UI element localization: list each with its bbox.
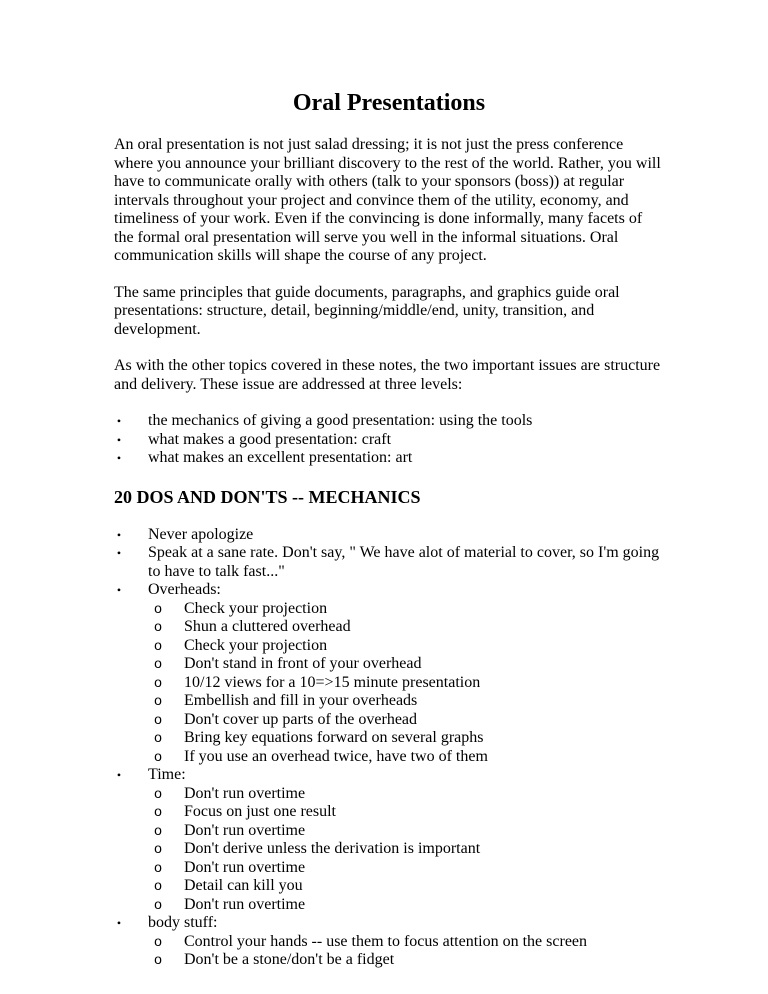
body-stuff-label: body stuff: bbox=[148, 914, 218, 931]
principles-paragraph: The same principles that guide documents, paragraphs, and graphics guide oral presentations: structure, detail, beginning/middle/end, unity, transition, and development. bbox=[114, 283, 620, 338]
list-item bbox=[114, 526, 664, 545]
list-item-text: Detail can kill you bbox=[184, 877, 303, 894]
sub-bullet-icon: o bbox=[154, 636, 162, 653]
overheads-list bbox=[148, 600, 664, 767]
list-item-text: the mechanics of giving a good presentation: using the tools bbox=[148, 412, 533, 429]
list-item bbox=[148, 803, 664, 822]
list-item-text: Don't cover up parts of the overhead bbox=[184, 710, 418, 728]
sub-bullet-icon: o bbox=[154, 673, 162, 690]
list-item bbox=[148, 785, 664, 804]
list-item-text: Don't run overtime bbox=[184, 895, 306, 913]
list-item bbox=[148, 711, 664, 730]
list-item-text: Don't run overtime bbox=[184, 858, 306, 876]
bullet-icon: • bbox=[116, 583, 122, 597]
sub-bullet-icon: o bbox=[154, 784, 162, 801]
list-item-text: Don't stand in front of your overhead bbox=[184, 655, 422, 672]
section-heading: 20 DOS AND DON'TS -- MECHANICS bbox=[114, 486, 421, 507]
list-item-text: Control your hands -- use them to focus attention on the screen bbox=[184, 932, 588, 950]
sub-bullet-icon: o bbox=[154, 747, 162, 764]
sub-bullet-icon: o bbox=[154, 877, 162, 893]
list-item bbox=[114, 581, 664, 766]
sub-bullet-icon: o bbox=[154, 599, 162, 616]
sub-bullet-icon: o bbox=[154, 821, 162, 838]
page-title: Oral Presentations bbox=[292, 90, 486, 116]
list-item bbox=[148, 877, 664, 896]
dos-list bbox=[114, 526, 664, 970]
list-item-text: Don't derive unless the derivation is important bbox=[184, 840, 481, 857]
sub-bullet-icon: o bbox=[154, 692, 162, 708]
list-item-text: Check your projection bbox=[184, 599, 328, 617]
list-item bbox=[148, 637, 664, 656]
list-item bbox=[114, 544, 664, 581]
list-item-text: what makes a good presentation: craft bbox=[148, 430, 392, 448]
list-item-text: 10/12 views for a 10=>15 minute presentation bbox=[184, 673, 481, 691]
bullet-icon: • bbox=[116, 451, 122, 465]
sub-bullet-icon: o bbox=[154, 858, 162, 875]
sub-bullet-icon: o bbox=[154, 803, 162, 819]
sub-bullet-icon: o bbox=[154, 618, 162, 634]
list-item bbox=[148, 951, 664, 970]
list-item-text: Don't be a stone/don't be a fidget bbox=[184, 951, 395, 968]
list-item-text: If you use an overhead twice, have two of them bbox=[184, 747, 488, 765]
list-item bbox=[114, 766, 664, 914]
levels-paragraph: As with the other topics covered in these notes, the two important issues are structure and delivery. These issue are addressed at three levels: bbox=[114, 357, 661, 393]
sub-bullet-icon: o bbox=[154, 710, 162, 727]
list-item-text: Speak at a sane rate. Don't say, " We have alot of material to cover, so I'm going to have to talk fast..." bbox=[148, 544, 660, 580]
list-item bbox=[148, 896, 664, 915]
list-item bbox=[148, 600, 664, 619]
list-item bbox=[148, 859, 664, 878]
levels-list bbox=[114, 412, 664, 468]
list-item bbox=[114, 412, 664, 431]
list-item bbox=[114, 449, 664, 468]
overheads-label: Overheads: bbox=[148, 581, 221, 598]
document-page bbox=[114, 88, 664, 970]
list-item bbox=[148, 618, 664, 637]
list-item-text: Shun a cluttered overhead bbox=[184, 618, 351, 635]
list-item bbox=[148, 822, 664, 841]
list-item bbox=[148, 655, 664, 674]
time-label: Time: bbox=[148, 766, 186, 783]
bullet-icon: • bbox=[116, 916, 122, 930]
list-item-text: Don't run overtime bbox=[184, 784, 306, 802]
list-item-text: Check your projection bbox=[184, 636, 328, 654]
list-item-text: Never apologize bbox=[148, 525, 254, 543]
list-item-text: Focus on just one result bbox=[184, 803, 336, 820]
list-item-text: what makes an excellent presentation: art bbox=[148, 449, 413, 466]
list-item bbox=[148, 674, 664, 693]
sub-bullet-icon: o bbox=[154, 895, 162, 912]
list-item-text: Don't run overtime bbox=[184, 821, 306, 839]
list-item bbox=[148, 933, 664, 952]
body-stuff-list bbox=[148, 933, 664, 970]
list-item-text: Embellish and fill in your overheads bbox=[184, 692, 418, 709]
list-item bbox=[148, 748, 664, 767]
sub-bullet-icon: o bbox=[154, 951, 162, 967]
bullet-icon: • bbox=[116, 432, 122, 447]
list-item bbox=[148, 729, 664, 748]
bullet-icon: • bbox=[116, 546, 122, 560]
list-item bbox=[148, 840, 664, 859]
sub-bullet-icon: o bbox=[154, 729, 162, 745]
bullet-icon: • bbox=[116, 527, 122, 542]
bullet-icon: • bbox=[116, 414, 122, 428]
sub-bullet-icon: o bbox=[154, 932, 162, 949]
bullet-icon: • bbox=[116, 768, 122, 782]
sub-bullet-icon: o bbox=[154, 840, 162, 856]
list-item bbox=[114, 431, 664, 450]
list-item bbox=[114, 914, 664, 970]
time-list bbox=[148, 785, 664, 915]
sub-bullet-icon: o bbox=[154, 655, 162, 671]
list-item-text: Bring key equations forward on several graphs bbox=[184, 729, 484, 746]
list-item bbox=[148, 692, 664, 711]
intro-paragraph: An oral presentation is not just salad dressing; it is not just the press conference where you announce your brilliant discovery to the rest of the world. Rather, you will have to communicate orally with others (talk to your sponsors (boss)) at regular intervals throughout your project and convince them of the utility, economy, and timeliness of your work. Even if the convincing is done informally, many facets of the formal oral presentation will serve you well in the informal situations. Oral communication skills will shape the course of any project. bbox=[114, 136, 661, 264]
